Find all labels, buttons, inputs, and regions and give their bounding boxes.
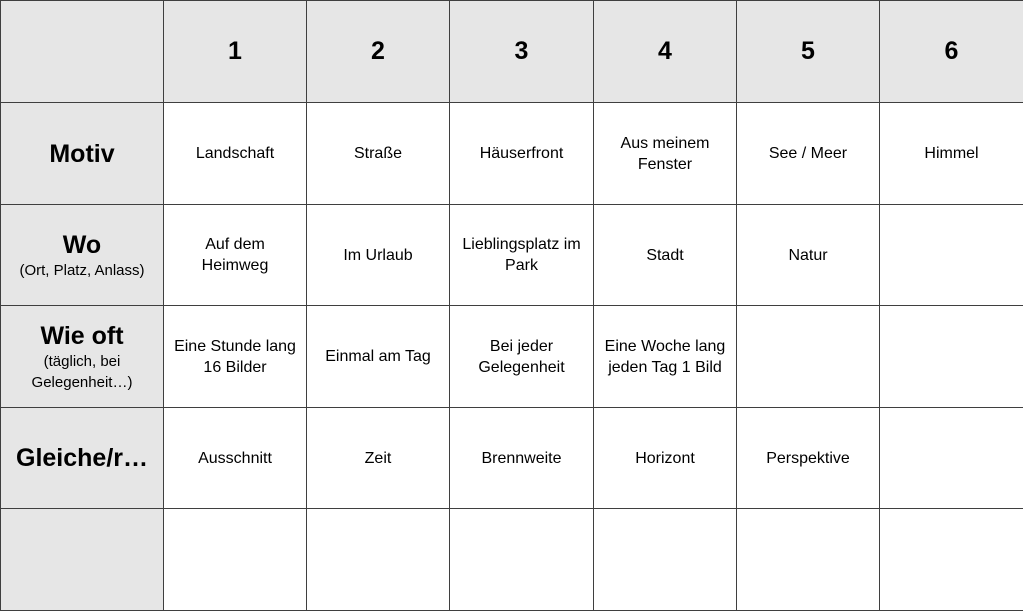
table-row-motiv: [1, 103, 1023, 205]
row-header-wo: [1, 205, 164, 306]
cell-text: Straße: [311, 143, 445, 164]
row-header-title: Wie oft: [5, 321, 159, 351]
column-header-2: 2: [307, 1, 450, 103]
table-cell: [594, 205, 737, 306]
row-header-gleiche: [1, 408, 164, 509]
table-cell: [307, 306, 450, 408]
table-cell: [737, 408, 880, 509]
column-header-6: 6: [880, 1, 1023, 103]
cell-text: See / Meer: [741, 143, 875, 164]
table-cell: [164, 306, 307, 408]
cell-text: Himmel: [884, 143, 1019, 164]
cell-text: Auf dem Heimweg: [168, 234, 302, 276]
cell-text: Perspektive: [741, 448, 875, 469]
cell-text: Eine Stunde lang 16 Bilder: [168, 336, 302, 378]
cell-text: Horizont: [598, 448, 732, 469]
row-header-title: Wo: [5, 230, 159, 260]
cell-text: Landschaft: [168, 143, 302, 164]
table-row-empty: [1, 509, 1023, 611]
corner-cell: [1, 1, 164, 103]
table-cell: [450, 408, 594, 509]
cell-text: Bei jeder Gelegenheit: [454, 336, 589, 378]
row-header-empty: [1, 509, 164, 611]
row-header-title: Gleiche/r…: [5, 443, 159, 473]
table-row-wie-oft: [1, 306, 1023, 408]
table-row-gleiche: [1, 408, 1023, 509]
row-header-wie-oft: [1, 306, 164, 408]
table-cell: [164, 103, 307, 205]
table-cell: [307, 509, 450, 611]
table-row-wo: [1, 205, 1023, 306]
table-cell: [594, 509, 737, 611]
cell-text: Aus meinem Fenster: [598, 133, 732, 175]
table-cell: [307, 408, 450, 509]
cell-text: Lieblingsplatz im Park: [454, 234, 589, 276]
table-cell: [594, 306, 737, 408]
column-header-4: 4: [594, 1, 737, 103]
table-cell: [594, 103, 737, 205]
table-cell: [164, 408, 307, 509]
column-header-row: [1, 1, 1023, 103]
column-header-5: 5: [737, 1, 880, 103]
cell-text: Natur: [741, 245, 875, 266]
table-cell: [737, 103, 880, 205]
table-cell: [737, 306, 880, 408]
cell-text: Stadt: [598, 245, 732, 266]
row-header-title: Motiv: [5, 139, 159, 169]
column-header-3: 3: [450, 1, 594, 103]
cell-text: Im Urlaub: [311, 245, 445, 266]
table-cell: [450, 306, 594, 408]
row-header-subtitle: (täglich, bei Gelegenheit…): [5, 351, 159, 393]
table-cell: [737, 205, 880, 306]
table-cell: [307, 205, 450, 306]
table-cell: [450, 205, 594, 306]
table-cell: [880, 205, 1023, 306]
column-header-1: 1: [164, 1, 307, 103]
row-header-motiv: [1, 103, 164, 205]
cell-text: Brennweite: [454, 448, 589, 469]
table-cell: [164, 509, 307, 611]
table-cell: [880, 306, 1023, 408]
table-cell: [880, 103, 1023, 205]
table-cell: [307, 103, 450, 205]
cell-text: Häuserfront: [454, 143, 589, 164]
table-cell: [737, 509, 880, 611]
row-header-subtitle: (Ort, Platz, Anlass): [5, 260, 159, 281]
cell-text: Zeit: [311, 448, 445, 469]
cell-text: Ausschnitt: [168, 448, 302, 469]
table-cell: [450, 509, 594, 611]
table-cell: [450, 103, 594, 205]
table-cell: [880, 509, 1023, 611]
table-cell: [594, 408, 737, 509]
table-cell: [164, 205, 307, 306]
table-cell: [880, 408, 1023, 509]
cell-text: Eine Woche lang jeden Tag 1 Bild: [598, 336, 732, 378]
cell-text: Einmal am Tag: [311, 346, 445, 367]
